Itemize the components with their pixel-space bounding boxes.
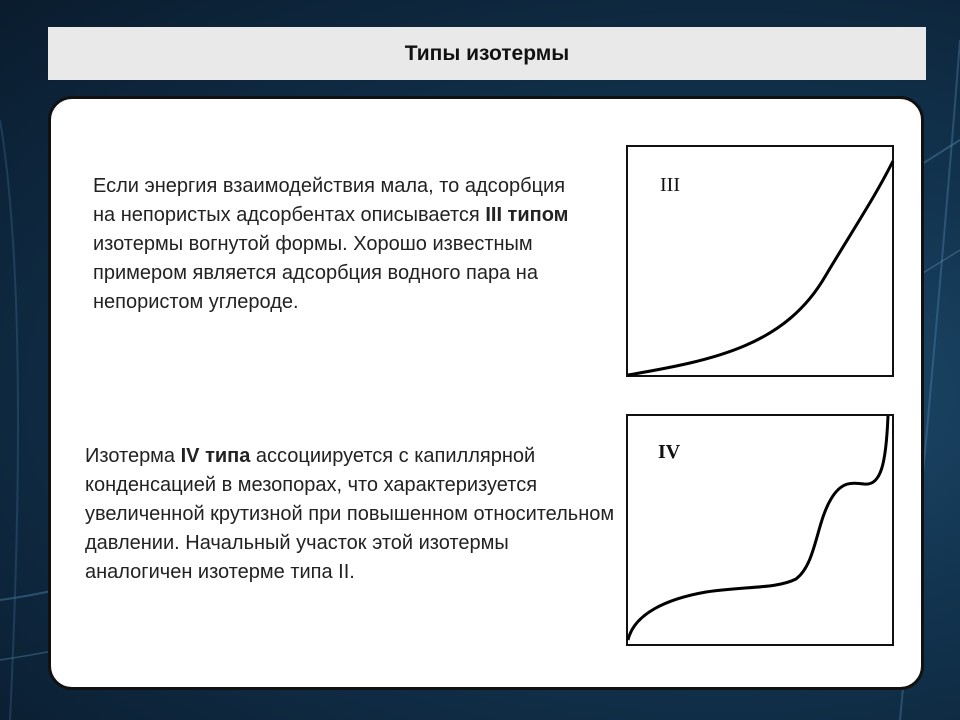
title-bar (48, 27, 926, 80)
light-streak (0, 120, 18, 720)
paragraph-text: Если энергия взаимодействия мала, то адсорбция на непористых адсорбентах описывается (93, 175, 566, 226)
graph-label: IV (658, 441, 681, 463)
paragraph-type-4 (85, 442, 615, 587)
content-panel (48, 96, 924, 690)
paragraph-type-3 (93, 172, 573, 317)
paragraph-text: ассоциируется с капиллярной конденсацией в мезопорах, что характеризуется увеличенной крутизной при повышенном относительном давлении. Начальный участок этой изотермы аналогичен изотерме типа II. (85, 445, 615, 583)
isotherm-type-4-graph (626, 414, 896, 648)
isotherm-type-3-graph (626, 145, 896, 379)
paragraph-text: изотермы вогнутой формы. Хорошо известным примером является адсорбция водного пара на непористом углероде. (93, 233, 538, 313)
graph-label: III (660, 174, 680, 196)
paragraph-bold: IV типа (180, 445, 251, 467)
page-title: Типы изотермы (404, 41, 570, 65)
paragraph-bold: III типом (485, 204, 569, 226)
paragraph-text: Изотерма (85, 445, 181, 467)
